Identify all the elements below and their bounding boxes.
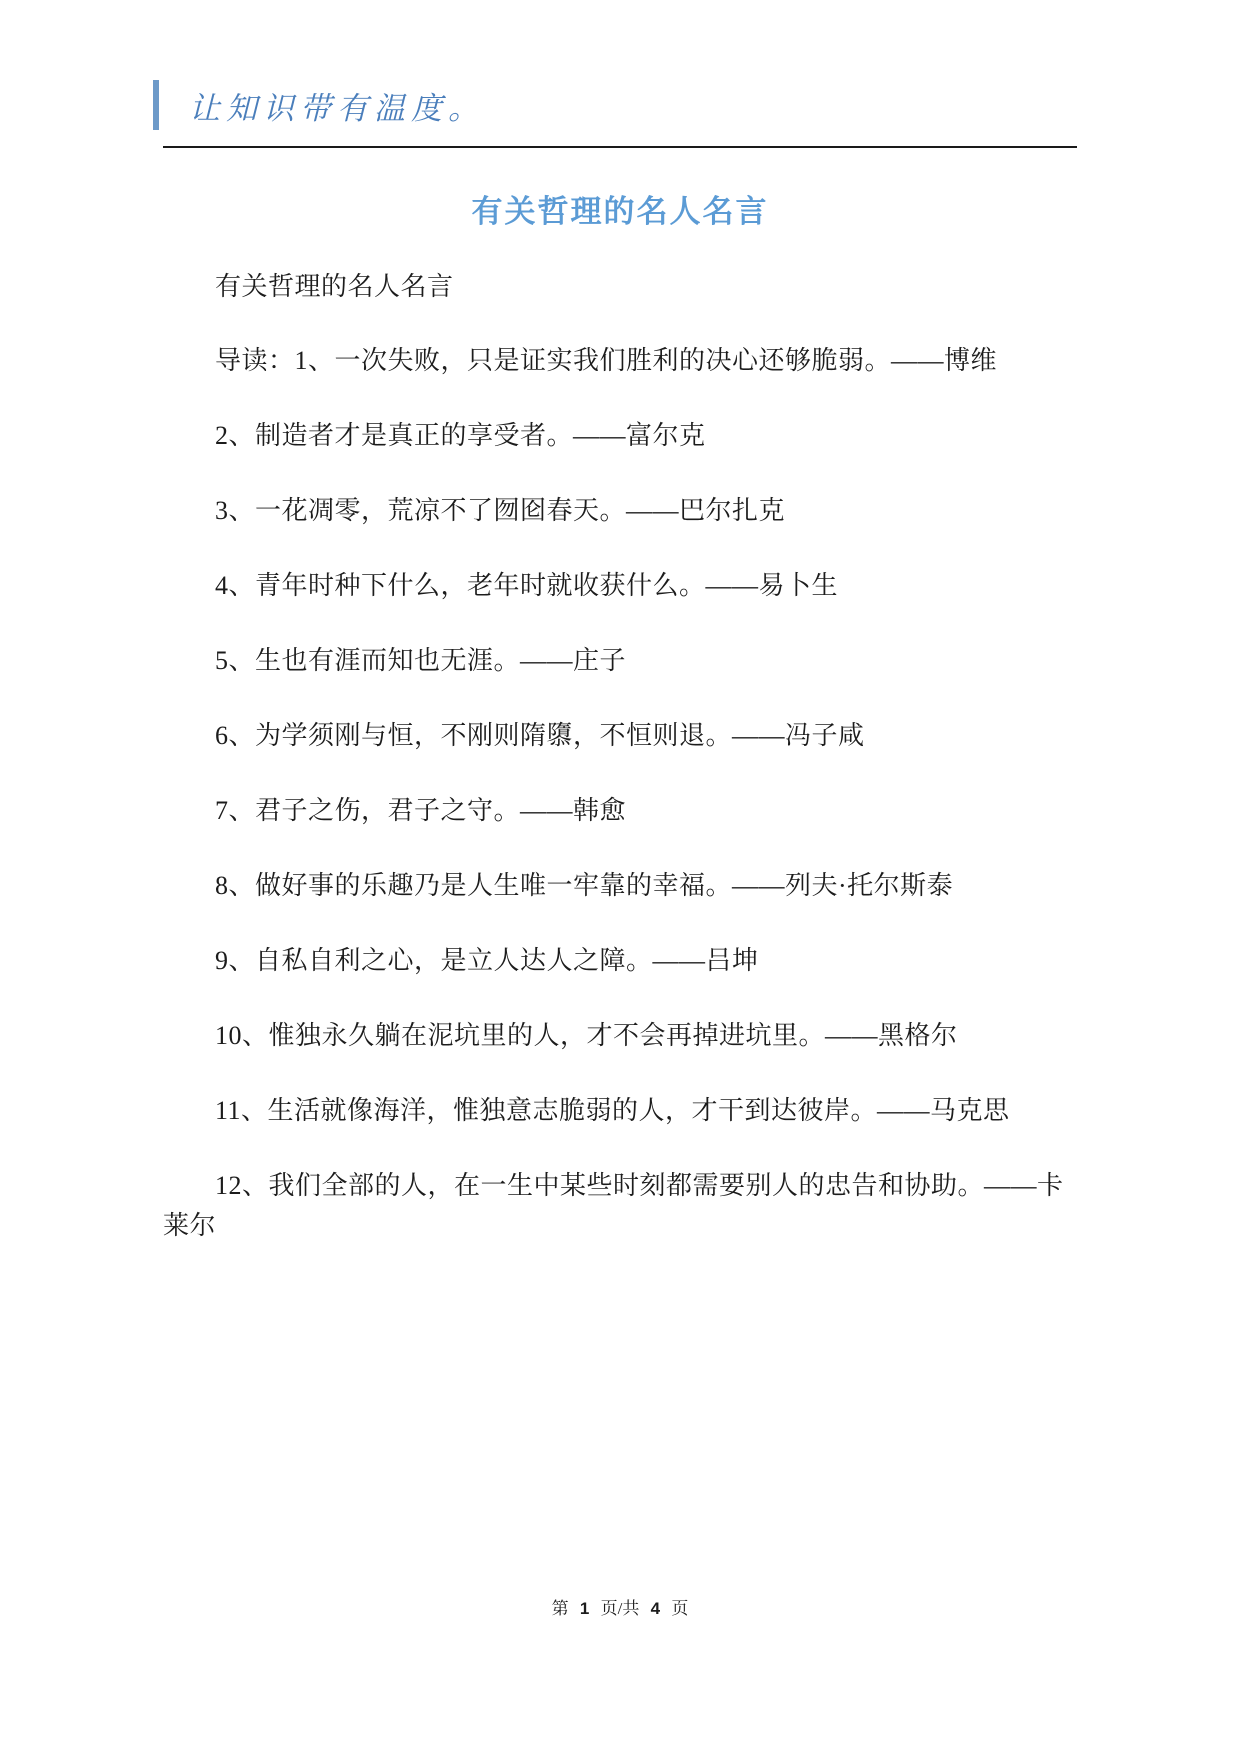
current-page-number: 1 bbox=[579, 1599, 590, 1618]
quote-paragraph-6: 6、为学须刚与恒，不刚则隋隳，不恒则退。——冯子咸 bbox=[215, 721, 865, 750]
quote-paragraph-9: 9、自私自利之心，是立人达人之障。——吕坤 bbox=[215, 946, 759, 975]
document-body bbox=[163, 266, 1077, 1246]
quote-paragraph-10: 10、惟独永久躺在泥坑里的人，才不会再掉进坑里。——黑格尔 bbox=[215, 1021, 958, 1050]
document-title: 有关哲理的名人名言 bbox=[471, 194, 769, 229]
footer-label-pages: 页 bbox=[671, 1599, 689, 1618]
quote-paragraph-2: 2、制造者才是真正的享受者。——富尔克 bbox=[215, 421, 706, 450]
header-divider bbox=[163, 146, 1077, 148]
page-header bbox=[153, 80, 1077, 130]
quote-paragraph-4: 4、青年时种下什么，老年时就收获什么。——易卜生 bbox=[215, 571, 839, 600]
footer-label-page: 第 bbox=[551, 1599, 569, 1618]
total-page-number: 4 bbox=[650, 1599, 661, 1618]
intro-quote-paragraph: 导读：1、一次失败，只是证实我们胜利的决心还够脆弱。——博维 bbox=[215, 346, 998, 375]
page-footer bbox=[0, 1594, 1240, 1619]
quote-paragraph-12: 12、我们全部的人，在一生中某些时刻都需要别人的忠告和协助。——卡莱尔 bbox=[163, 1171, 1064, 1240]
quote-paragraph-5: 5、生也有涯而知也无涯。——庄子 bbox=[215, 646, 627, 675]
page-content bbox=[163, 0, 1077, 1246]
quote-paragraph-8: 8、做好事的乐趣乃是人生唯一牢靠的幸福。——列夫·托尔斯泰 bbox=[215, 871, 954, 900]
body-subtitle-paragraph: 有关哲理的名人名言 bbox=[215, 271, 454, 301]
quote-paragraph-7: 7、君子之伤，君子之守。——韩愈 bbox=[215, 796, 627, 825]
quote-paragraph-3: 3、一花凋零，荒凉不了囫囵春天。——巴尔扎克 bbox=[215, 496, 786, 525]
accent-bar bbox=[153, 80, 159, 130]
header-slogan: 让知识带有温度。 bbox=[189, 90, 485, 126]
footer-label-of: 页/共 bbox=[600, 1599, 640, 1618]
quote-paragraph-11: 11、生活就像海洋，惟独意志脆弱的人，才干到达彼岸。——马克思 bbox=[215, 1096, 1010, 1125]
